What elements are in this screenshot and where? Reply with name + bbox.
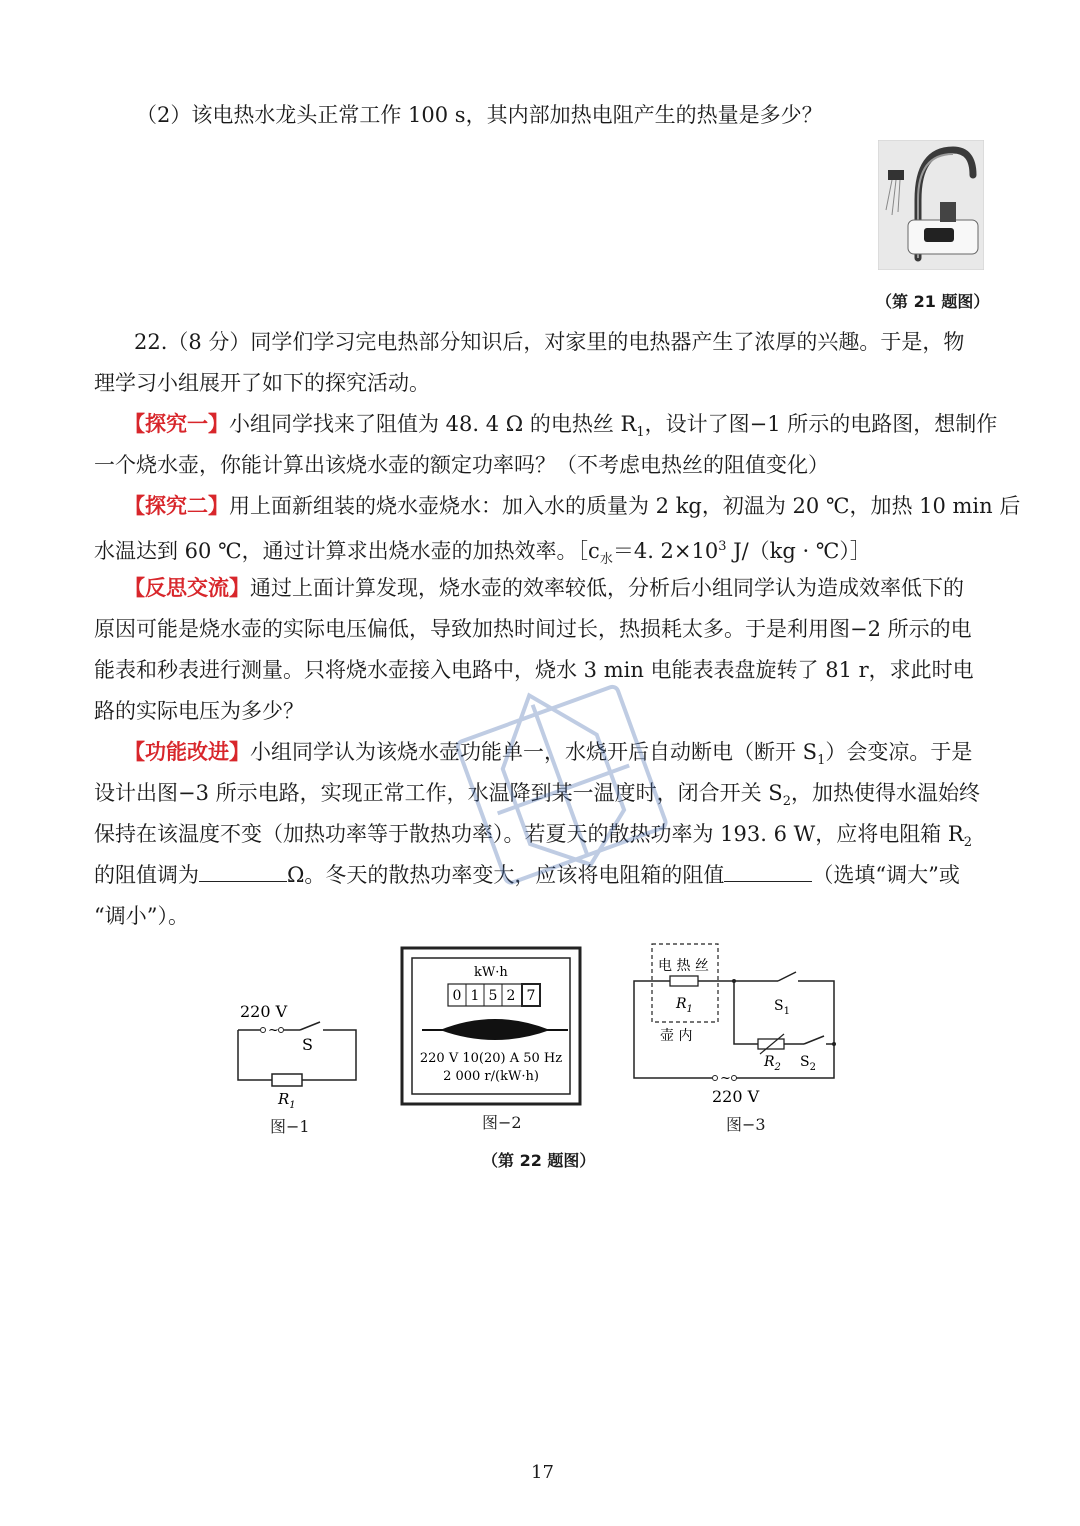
q22-reflect-line2: 原因可能是烧水壶的实际电压偏低，导致加热时间过长，热损耗太多。于是利用图−2 所示的电 [94,617,972,641]
answer-blank-r2[interactable] [199,861,287,882]
page-number: 17 [531,1462,554,1483]
reflect-text-a: 通过上面计算发现，烧水壶的效率较低，分析后小组同学认为造成效率低下的 [250,576,964,600]
s1-subscript: 1 [817,753,826,769]
fig3-box-top-label: 电 热 丝 [658,958,709,974]
faucet-photo [878,140,984,270]
fig1-voltage: 220 V [240,1002,288,1021]
fig2-digit: 5 [488,988,498,1004]
q22-explore2-line1 [124,491,1020,521]
explore2-text-d: J/（kg · ℃）］ [726,539,871,563]
explore1-tag: 【探究一】 [124,412,229,436]
fig2-unit: kW·h [474,965,508,980]
improve-text-d: ，加热使得水温始终 [790,781,980,805]
improve-text-c: 设计出图−3 所示电路，实现正常工作，水温降到某一温度时，闭合开关 S [94,781,783,805]
explore1-text-a: 小组同学找来了阻值为 48. 4 Ω 的电热丝 R [229,412,637,436]
fig1-switch-label: S [302,1035,313,1054]
fig2-spec2: 2 000 r/(kW·h) [443,1069,539,1084]
figure-2-label: 图−2 [482,1113,522,1132]
fig3-r1-label: $R_1$ [676,996,693,1015]
figure-1-label: 图−1 [270,1117,310,1136]
explore2-tag: 【探究二】 [124,494,229,518]
figure-3-circuit [628,940,844,1110]
figure-2-energy-meter [400,946,582,1106]
q21-part2: （2）该电热水龙头正常工作 100 s，其内部加热电阻产生的热量是多少？ [136,103,823,127]
fig2-digit: 1 [470,988,480,1004]
fig1-resistor-label: $R_1$ [278,1090,296,1111]
q22-explore1-line2: 一个烧水壶，你能计算出该烧水壶的额定功率吗？（不考虑电热丝的阻值变化） [94,453,829,477]
q22-intro-line2: 理学习小组展开了如下的探究活动。 [94,371,430,395]
fig3-s1-label: $S_1$ [774,998,790,1017]
q22-improve-line5: “调小”）。 [94,904,189,928]
improve-text-h: （选填“调大”或 [812,863,960,887]
fig2-spec1: 220 V 10(20) A 50 Hz [419,1051,563,1066]
fig3-r2-label: $R_2$ [764,1054,781,1073]
explore2-text-c: ＝4. 2×10 [612,539,719,563]
figure-21-caption: （第 21 题图） [876,292,990,311]
improve-text-f: 的阻值调为 [94,863,199,887]
fig2-digit: 7 [526,988,536,1004]
fig3-s2-label: $S_2$ [800,1054,816,1073]
improve-text-b: ）会变凉。于是 [825,740,973,764]
svg-text:~: ~ [268,1023,279,1038]
r1-subscript: 1 [636,425,645,441]
improve-text-g: Ω。冬天的散热功率变大，应该将电阻箱的阻值 [287,863,725,887]
fig3-voltage: 220 V [712,1087,760,1106]
exponent: 3 [718,539,727,554]
q22-explore2-line2 [94,532,871,575]
explore2-text-a: 用上面新组装的烧水壶烧水：加入水的质量为 2 kg，初温为 20 ℃，加热 10 min 后 [229,494,1021,518]
improve-text-e: 保持在该温度不变（加热功率等于散热功率）。若夏天的散热功率为 193. 6 W，应将电阻箱 R [94,822,964,846]
c-water-subscript: 水 [599,552,613,568]
fig3-r2-resistor-box [758,1039,784,1049]
r2-subscript: 2 [963,835,972,851]
q22-reflect-line3: 能表和秒表进行测量。只将烧水壶接入电路中，烧水 3 min 电能表表盘旋转了 81 r，求此时电 [94,658,974,682]
q22-reflect-line4: 路的实际电压为多少？ [94,699,304,723]
figure-1-circuit [228,992,368,1112]
fig3-box-bottom-label: 壶 内 [660,1028,693,1044]
explore2-text-b: 水温达到 60 ℃，通过计算求出烧水壶的加热效率。［c [94,539,600,563]
figure-22-caption: （第 22 题图） [482,1151,596,1170]
fig2-digit: 0 [452,988,462,1004]
watermark-stamp [420,640,700,920]
fig1-resistor [272,1074,302,1086]
answer-blank-adjust[interactable] [724,861,812,882]
q22-intro-line1: 22.（8 分）同学们学习完电热部分知识后，对家里的电热器产生了浓厚的兴趣。于是，物 [134,330,965,354]
fig2-digit: 2 [506,988,516,1004]
reflect-tag: 【反思交流】 [124,576,250,600]
q22-reflect-line1 [124,573,964,603]
figure-3-label: 图−3 [726,1115,766,1134]
improve-text-a: 小组同学认为该烧水壶功能单一，水烧开后自动断电（断开 S [250,740,818,764]
s2-subscript: 2 [782,794,791,810]
improve-tag: 【功能改进】 [124,740,250,764]
svg-text:~: ~ [720,1071,731,1086]
q22-explore1-line1 [124,409,997,448]
explore1-text-b: ，设计了图−1 所示的电路图，想制作 [644,412,998,436]
